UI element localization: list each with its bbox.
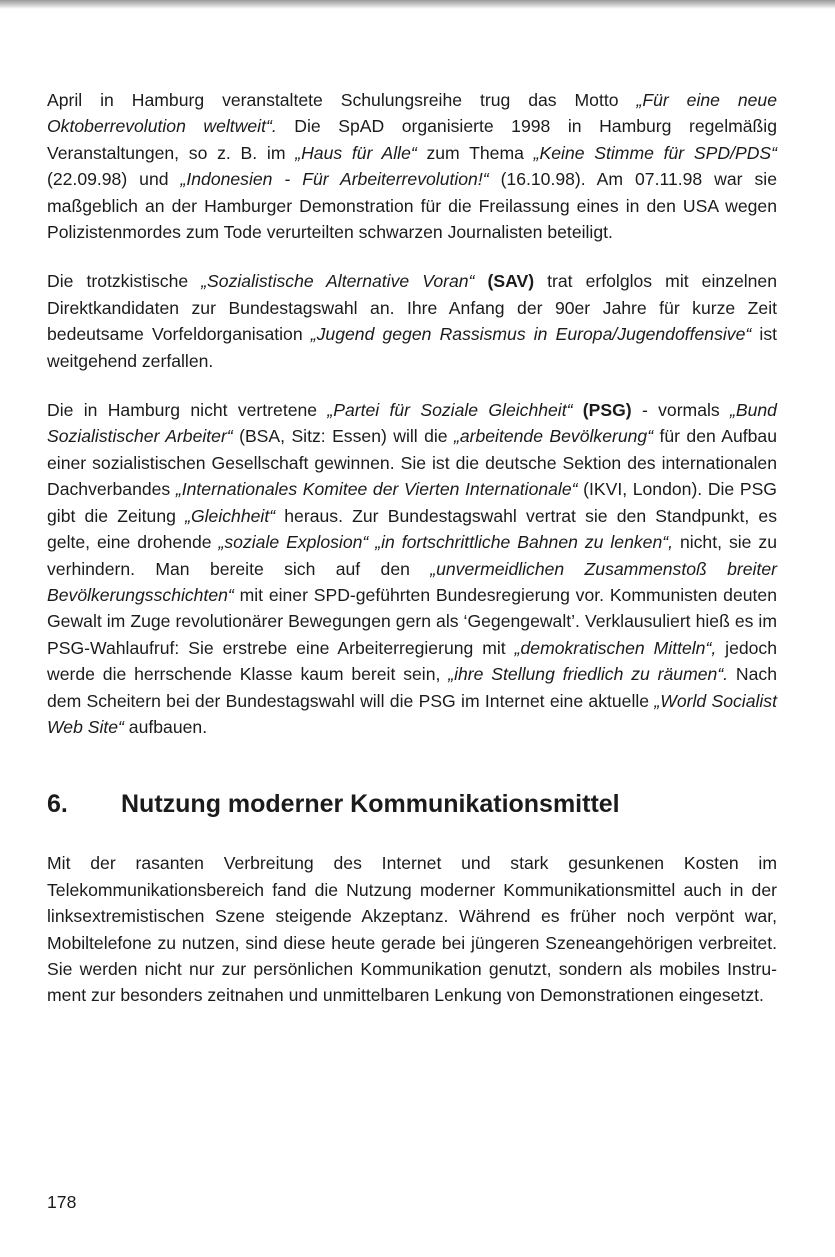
paragraph-psg xyxy=(47,397,777,740)
quoted-name: „Sozialistische Alternative Voran“ xyxy=(201,271,475,292)
text-run: (16.10.98). Am 07.11.98 war sie maßgeblich an der Hamburger Demonstration für die Freilassung eines in den USA wegen Polizistenmordes zum Tode verurteilten schwarzen Journalisten beteiligt. xyxy=(47,169,777,243)
quoted-name: „in fortschrittliche Bahnen zu lenken“, xyxy=(375,532,673,553)
quoted-name: „Haus für Alle“ xyxy=(295,142,417,163)
page-number: 178 xyxy=(47,1192,77,1212)
quoted-name: „Jugend gegen Rassismus in Europa/Jugendoffensive“ xyxy=(310,324,752,345)
paragraph-communication: Mit der rasanten Verbreitung des Internet und stark gesunkenen Kosten im Telekommunikationsbereich fand die Nutzung moderner Kommunikationsmittel auch in der linksextremistischen Szene steigende Akzeptanz. Während es früher noch verpönt war, Mobiltelefone zu nutzen, sind diese heute gerade bei jüngeren Szeneangehörigen verbreitet. Sie werden nicht nur zur persönlichen Kommunikation genutzt, sondern als mobiles Instrument zur besonders zeitnahen und unmittelbaren Lenkung von Demonstrationen eingesetzt. xyxy=(47,853,777,1006)
section-number: 6. xyxy=(47,790,68,819)
text-run xyxy=(474,271,487,291)
quoted-name: „World Socialist Web Site“ xyxy=(47,690,777,737)
text-run: (IKVI, London). Die PSG gibt die Zeitung xyxy=(47,479,777,526)
text-run: Nach dem Scheitern bei der Bundestagswahl will die PSG im Internet eine aktuelle xyxy=(47,664,777,711)
text-run: für den Aufbau einer sozialistischen Gesellschaft gewinnen. Sie ist die deutsche Sektion des internationalen Dachverbandes xyxy=(47,426,777,500)
text-run: Die SpAD organisierte 1998 in Hamburg regelmäßig Veranstaltungen, so z. B. im xyxy=(47,116,777,163)
quoted-name: „Keine Stimme für SPD/PDS“ xyxy=(533,142,778,163)
section-title: Nutzung moderner Kommunikationsmittel xyxy=(121,790,620,819)
quoted-name: „ihre Stellung friedlich zu räumen“. xyxy=(448,664,729,685)
quoted-name: „Indonesien - Für Arbeiterrevolution!“ xyxy=(180,169,489,190)
text-run xyxy=(572,400,582,420)
text-run: nicht, sie zu verhindern. Man bereite sich auf den xyxy=(47,532,777,579)
text-run: heraus. Zur Bundestagswahl vertrat sie den Standpunkt, es gelte, eine drohende xyxy=(47,505,777,553)
scan-top-edge xyxy=(0,0,835,9)
text-run: (BSA, Sitz: Essen) will die xyxy=(232,426,454,447)
text-run: Die in Hamburg nicht vertretene xyxy=(47,400,328,421)
text-run: zum Thema xyxy=(416,142,534,163)
quoted-name: „Bund Sozialistischer Arbeiter“ xyxy=(47,400,777,447)
quoted-name: „unvermeidlichen Zusammenstoß breiter Bevölkerungsschichten“ xyxy=(47,558,777,605)
section-heading xyxy=(47,788,777,820)
text-run: mit einer SPD-geführten Bundesregierung vor. Kommunisten deuten Gewalt im Zuge revolutionärer Bewegungen gern als ‘Gegengewalt’. Verklausuliert hieß es im PSG-Wahlaufruf: Sie erstrebe eine Arbeiterregierung mit xyxy=(47,584,777,658)
quoted-name: „demokratischen Mitteln“, xyxy=(514,637,717,658)
quoted-name: „Partei für Soziale Gleichheit“ xyxy=(327,400,573,421)
paragraph-spad xyxy=(47,87,777,245)
text-run: trat erfolglos mit einzelnen Direktkandidaten zur Bundestagswahl an. Ihre Anfang der 90er Jahre für kurze Zeit bedeutsame Vorfeldorganisation xyxy=(47,271,777,345)
text-run: April in Hamburg veranstaltete Schulungsreihe trug das Motto xyxy=(47,90,637,110)
abbreviation: (PSG) xyxy=(582,400,632,421)
quoted-name: „Internationales Komitee der Vierten Internationale“ xyxy=(175,479,578,500)
quoted-name: „arbeitende Bevölkerung“ xyxy=(453,426,654,447)
abbreviation: (SAV) xyxy=(487,271,535,292)
text-run: aufbauen. xyxy=(123,716,208,737)
text-run: ist weitgehend zerfallen. xyxy=(47,324,777,371)
text-run: (22.09.98) und xyxy=(47,169,181,190)
quoted-name: „Für eine neue Oktoberrevolution weltweit“. xyxy=(47,90,777,137)
quoted-name: „Gleichheit“ xyxy=(185,505,276,526)
text-run: Die trotzkistische xyxy=(47,271,202,292)
text-run: jedoch werde die herrschende Klasse kaum bereit sein, xyxy=(47,637,778,685)
paragraph-sav xyxy=(47,268,777,374)
document-page xyxy=(47,87,777,1032)
quoted-name: „soziale Explosion“ xyxy=(218,532,369,553)
text-run: - vormals xyxy=(631,400,731,421)
